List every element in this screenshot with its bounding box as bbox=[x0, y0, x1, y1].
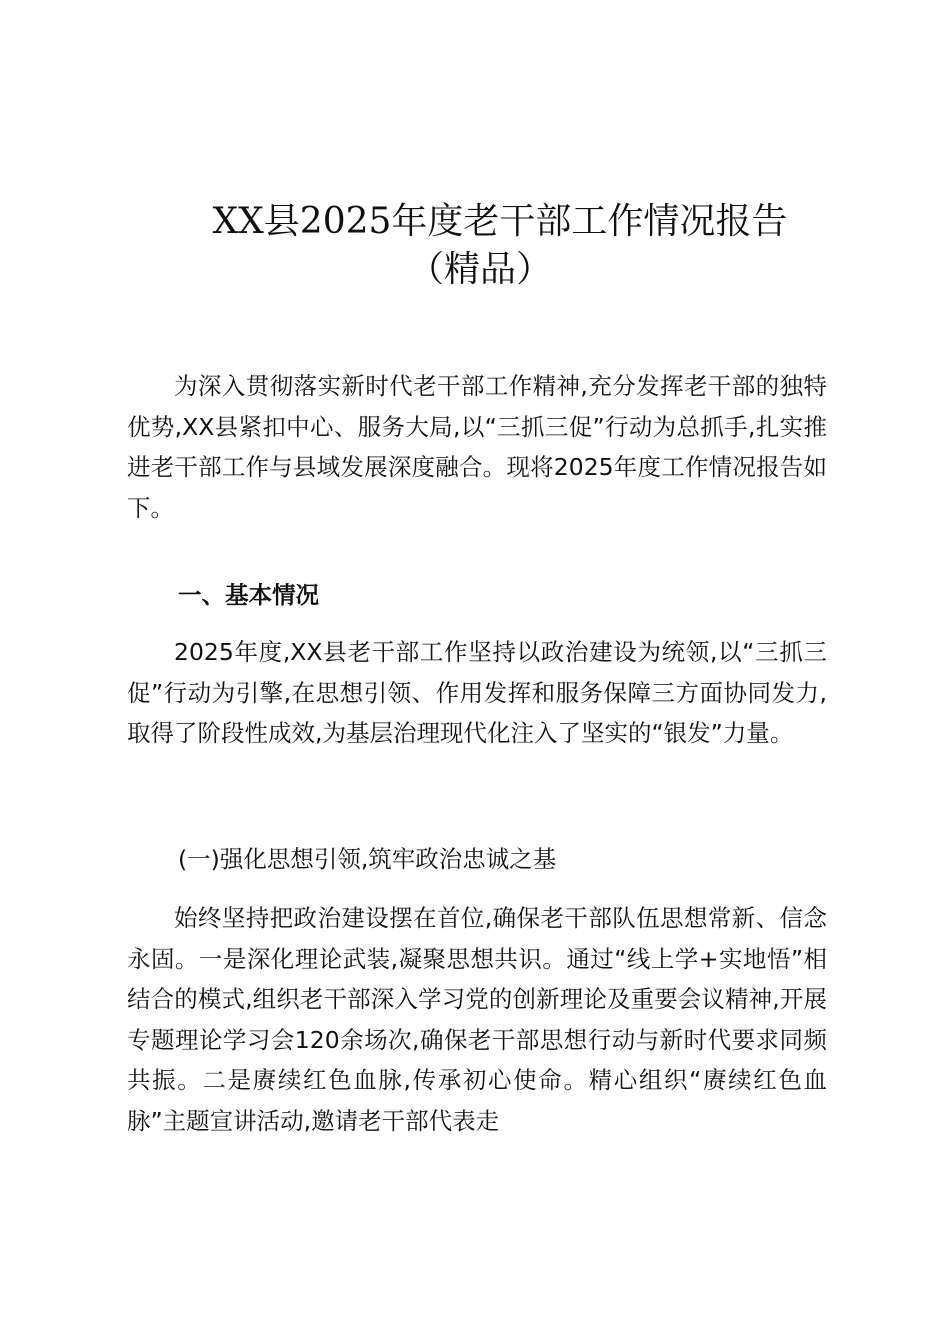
subsection-paragraph: 始终坚持把政治建设摆在首位,确保老干部队伍思想常新、信念永固。一是深化理论武装,凝聚思想共识。通过“线上学+实地悟”相结合的模式,组织老干部深入学习党的创新理论及重要会议精神,开展专题理论学习会120余场次,确保老干部思想行动与新时代要求同频共振。二是赓续红色血脉,传承初心使命。精心组织“赓续红色血脉”主题宣讲活动,邀请老干部代表走 bbox=[127, 904, 827, 1135]
intro-paragraph: 为深入贯彻落实新时代老干部工作精神,充分发挥老干部的独特优势,XX县紧扣中心、服务大局,以“三抓三促”行动为总抓手,扎实推进老干部工作与县域发展深度融合。现将2025年度工作情况报告如下。 bbox=[127, 372, 827, 522]
section-heading-basic-situation: 一、基本情况 bbox=[178, 581, 319, 609]
section-paragraph: 2025年度,XX县老干部工作坚持以政治建设为统领,以“三抓三促”行动为引擎,在思想引领、作用发挥和服务保障三方面协同发力,取得了阶段性成效,为基层治理现代化注入了坚实的“银发”力量。 bbox=[127, 638, 827, 747]
document-title: XX县2025年度老干部工作情况报告 bbox=[212, 201, 788, 242]
subsection-heading: (一)强化思想引领,筑牢政治忠诚之基 bbox=[178, 845, 557, 873]
document-subtitle: （精品） bbox=[407, 249, 552, 290]
